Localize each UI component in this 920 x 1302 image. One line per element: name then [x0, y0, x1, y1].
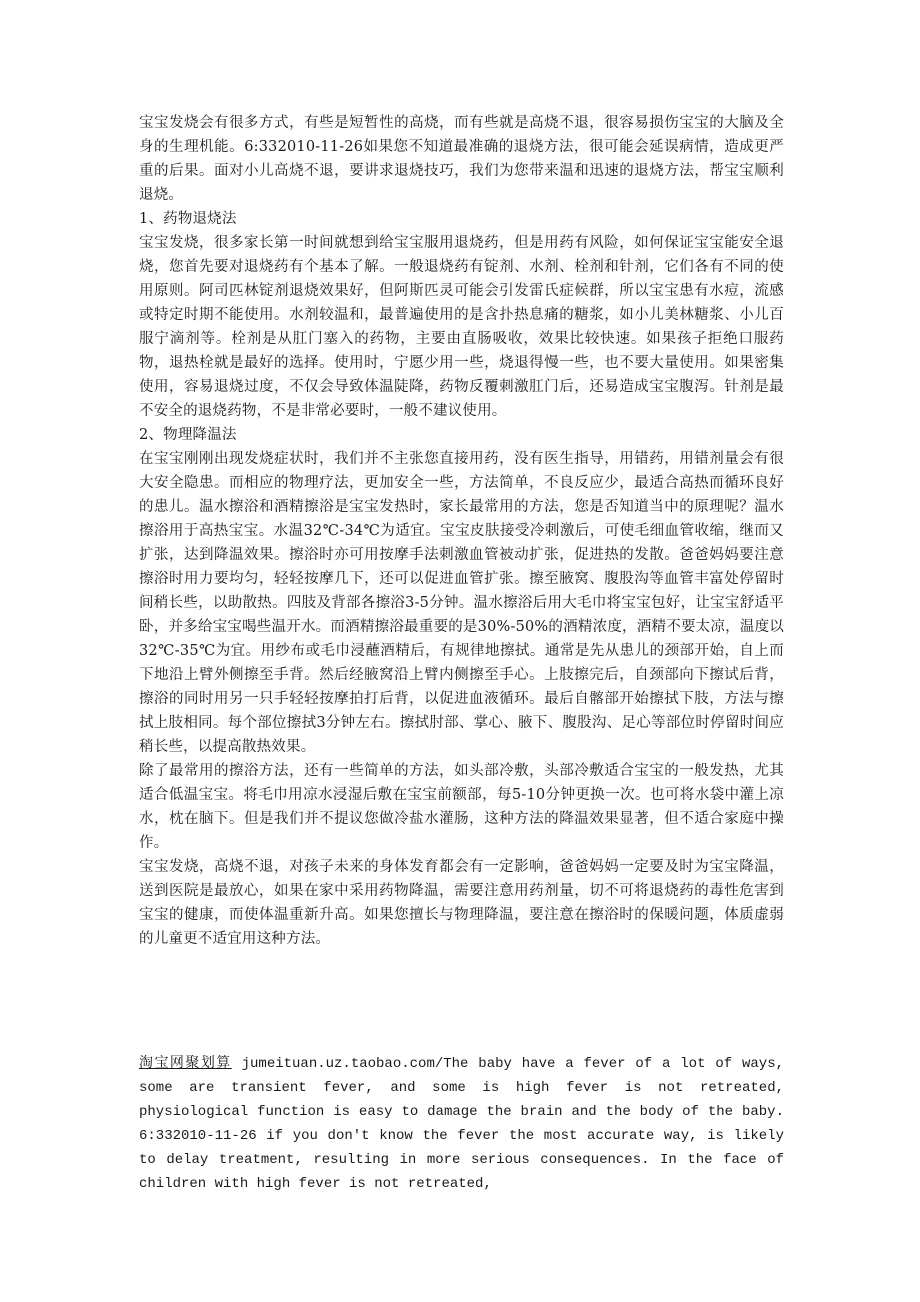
physical-cooling-paragraph: 在宝宝刚刚出现发烧症状时，我们并不主张您直接用药，没有医生指导，用错药，用错剂量会有很大安全隐患。而相应的物理疗法，更加安全一些，方法简单，不良反应少，最适合高热而循环良好的患儿。温水擦浴和酒精擦浴是宝宝发热时，家长最常用的方法，您是否知道当中的原理呢？温水擦浴用于高热宝宝。水温32℃-34℃为适宜。宝宝皮肤接受冷刺激后，可使毛细血管收缩，继而又扩张，达到降温效果。擦浴时亦可用按摩手法刺激血管被动扩张，促进热的发散。爸爸妈妈要注意擦浴时用力要均匀，轻轻按摩几下，还可以促进血管扩张。擦至腋窝、腹股沟等血管丰富处停留时间稍长些，以助散热。四肢及背部各擦浴3-5分钟。温水擦浴后用大毛巾将宝宝包好，让宝宝舒适平卧，并多给宝宝喝些温开水。而酒精擦浴最重要的是30%-50%的酒精浓度，酒精不要太凉，温度以32℃-35℃为宜。用纱布或毛巾浸蘸酒精后，有规律地擦拭。通常是先从患儿的颈部开始，自上而下地沿上臂外侧擦至手背。然后经腋窝沿上臂内侧擦至手心。上肢擦完后，自颈部向下擦试后背，擦浴的同时用另一只手轻轻按摩拍打后背，以促进血液循环。最后自髂部开始擦拭下肢，方法与擦拭上肢相同。每个部位擦拭3分钟左右。擦拭肘部、掌心、腋下、腹股沟、足心等部位时停留时间应稍长些，以提高散热效果。 — [139, 451, 784, 755]
medication-paragraph: 宝宝发烧，很多家长第一时间就想到给宝宝服用退烧药，但是用药有风险，如何保证宝宝能安全退烧，您首先要对退烧药有个基本了解。一般退烧药有锭剂、水剂、栓剂和针剂，它们各有不同的使用原则。阿司匹林锭剂退烧效果好，但阿斯匹灵可能会引发雷氏症候群，所以宝宝患有水痘，流感或特定时期不能使用。水剂较温和，最普遍使用的是含扑热息痛的糖浆，如小儿美林糖浆、小儿百服宁滴剂等。栓剂是从肛门塞入的药物，主要由直肠吸收，效果比较快速。如果孩子拒绝口服药物，退热栓就是最好的选择。使用时，宁愿少用一些，烧退得慢一些，也不要大量使用。如果密集使用，容易退烧过度，不仅会导致体温陡降，药物反覆刺激肛门后，还易造成宝宝腹泻。针剂是最不安全的退烧药物，不是非常必要时，一般不建议使用。 — [139, 235, 784, 419]
taobao-link[interactable]: 淘宝网聚划算 — [139, 1055, 232, 1071]
section-heading-medication: 1、药物退烧法 — [139, 211, 237, 227]
conclusion-paragraph: 宝宝发烧，高烧不退，对孩子未来的身体发育都会有一定影响，爸爸妈妈一定要及时为宝宝降温，送到医院是最放心，如果在家中采用药物降温，需要注意用药剂量，切不可将退烧药的毒性危害到宝宝的健康，而使体温重新升高。如果您擅长与物理降温，要注意在擦浴时的保暖问题，体质虚弱的儿童更不适宜用这种方法。 — [139, 859, 784, 947]
intro-paragraph: 宝宝发烧会有很多方式，有些是短暂性的高烧，而有些就是高烧不退，很容易损伤宝宝的大脑及全身的生理机能。6:332010-11-26如果您不知道最准确的退烧方法，很可能会延误病情，造成更严重的后果。面对小儿高烧不退，要讲求退烧技巧，我们为您带来温和迅速的退烧方法，帮宝宝顺利退烧。 — [139, 115, 784, 203]
english-footer — [139, 1051, 784, 1196]
section-heading-physical-cooling: 2、物理降温法 — [139, 427, 237, 443]
cold-compress-paragraph: 除了最常用的擦浴方法，还有一些简单的方法，如头部冷敷，头部冷敷适合宝宝的一般发热，尤其适合低温宝宝。将毛巾用凉水浸湿后敷在宝宝前额部，每5-10分钟更换一次。也可将水袋中灌上凉水，枕在脑下。但是我们并不提议您做冷盐水灌肠，这种方法的降温效果显著，但不适合家庭中操作。 — [139, 763, 784, 851]
document-body — [139, 111, 784, 951]
english-footer-text: jumeituan.uz.taobao.com/The baby have a fever of a lot of ways, some are transient fever, and some is high fever is not retreated, physiological function is easy to damage the brain and the body of the baby. 6:332010-11-26 if you don't know the fever the most accurate way, is likely to delay treatment, resulting in more serious consequences. In the face of children with high fever is not retreated, — [139, 1056, 785, 1192]
